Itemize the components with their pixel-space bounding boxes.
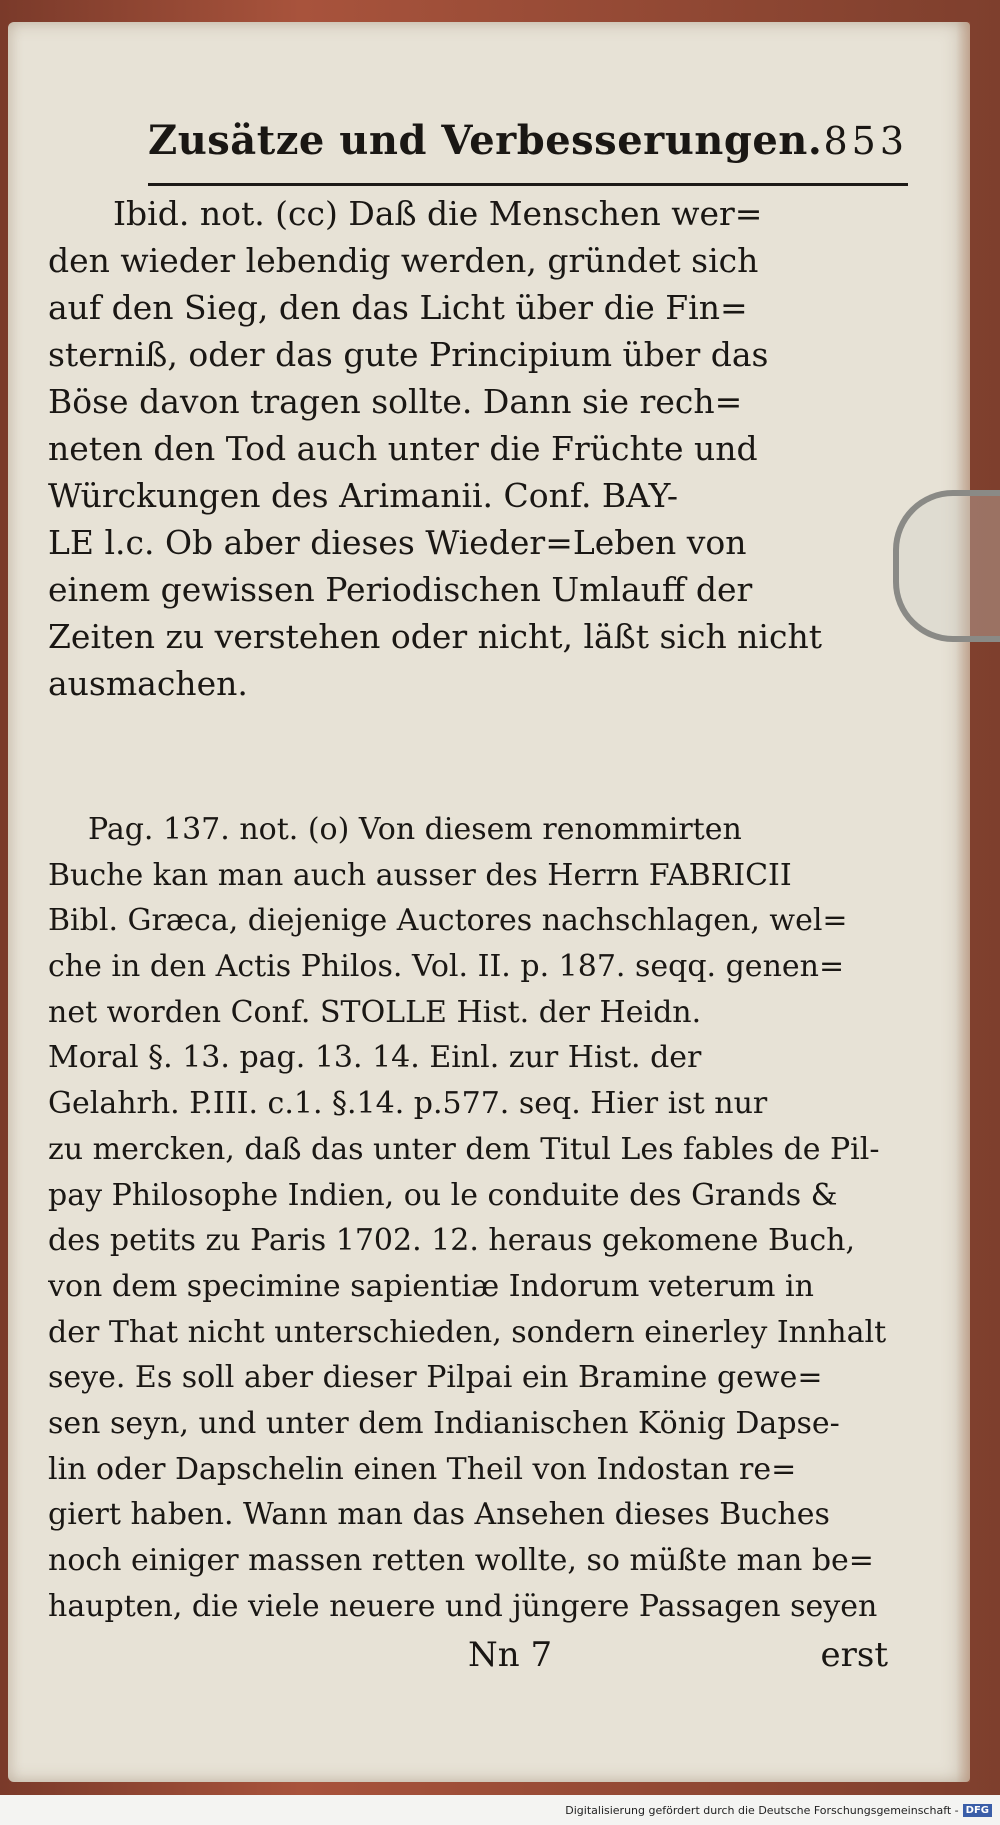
text-line: seye. Es soll aber dieser Pilpai ein Bramine gewe= [48, 1360, 823, 1396]
running-head: Zusätze und Verbesserungen. [148, 117, 823, 164]
text-line: pay Philosophe Indien, ou le conduite des Grands & [48, 1177, 838, 1213]
book-page [8, 22, 970, 1782]
catchword: erst [820, 1635, 888, 1675]
text-line: Ibid. not. (cc) Daß die Menschen wer= [113, 194, 763, 233]
paragraph-2 [48, 807, 888, 1629]
text-line: ausmachen. [48, 664, 248, 703]
digitization-footer [0, 1795, 1000, 1825]
text-line: Böse davon tragen sollte. Dann sie rech= [48, 382, 743, 421]
text-line: von dem specimine sapientiæ Indorum veterum in [48, 1268, 814, 1304]
text-line: net worden Conf. STOLLE Hist. der Heidn. [48, 994, 702, 1030]
signature-mark: Nn 7 [468, 1635, 553, 1675]
page-header [148, 117, 908, 186]
text-line: noch einiger massen retten wollte, so müßte man be= [48, 1543, 874, 1578]
text-line: Pag. 137. not. (o) Von diesem renommirten [88, 812, 742, 847]
text-line: den wieder lebendig werden, gründet sich [48, 241, 759, 280]
page-clip [893, 490, 1000, 642]
footer-credit: Digitalisierung gefördert durch die Deutsche Forschungsgemeinschaft - [565, 1803, 959, 1817]
text-line: lin oder Dapschelin einen Theil von Indostan re= [48, 1451, 797, 1487]
text-line: einem gewissen Periodischen Umlauff der [48, 570, 753, 609]
text-line: che in den Actis Philos. Vol. II. p. 187. seqq. genen= [48, 949, 845, 985]
text-line: sen seyn, und unter dem Indianischen König Dapse- [48, 1405, 840, 1441]
page-number: 853 [823, 119, 908, 163]
text-line: Zeiten zu verstehen oder nicht, läßt sich nicht [48, 617, 822, 656]
text-line: Bibl. Græca, diejenige Auctores nachschlagen, wel= [48, 903, 848, 939]
signature-line [468, 1635, 888, 1675]
text-line: zu mercken, daß das unter dem Titul Les fables de Pil- [48, 1131, 880, 1167]
text-line: des petits zu Paris 1702. 12. heraus gekomene Buch, [48, 1223, 855, 1259]
dfg-logo: DFG [963, 1804, 992, 1817]
text-line: haupten, die viele neuere und jüngere Passagen seyen [48, 1588, 878, 1624]
text-line: auf den Sieg, den das Licht über die Fin= [48, 288, 748, 327]
page-edge-shadow [956, 22, 970, 1782]
text-line: Moral §. 13. pag. 13. 14. Einl. zur Hist. der [48, 1040, 702, 1076]
text-line: sterniß, oder das gute Principium über das [48, 335, 769, 374]
text-line: Würckungen des Arimanii. Conf. BAY- [48, 476, 678, 515]
text-line: neten den Tod auch unter die Früchte und [48, 429, 758, 468]
text-line: Buche kan man auch ausser des Herrn FABRICII [48, 857, 792, 893]
text-line: giert haben. Wann man das Ansehen dieses Buches [48, 1497, 830, 1533]
text-line: LE l.c. Ob aber dieses Wieder=Leben von [48, 523, 747, 562]
text-line: Gelahrh. P.III. c.1. §.14. p.577. seq. Hier ist nur [48, 1086, 768, 1122]
text-line: der That nicht unterschieden, sondern einerley Innhalt [48, 1314, 887, 1350]
paragraph-1 [48, 190, 888, 707]
